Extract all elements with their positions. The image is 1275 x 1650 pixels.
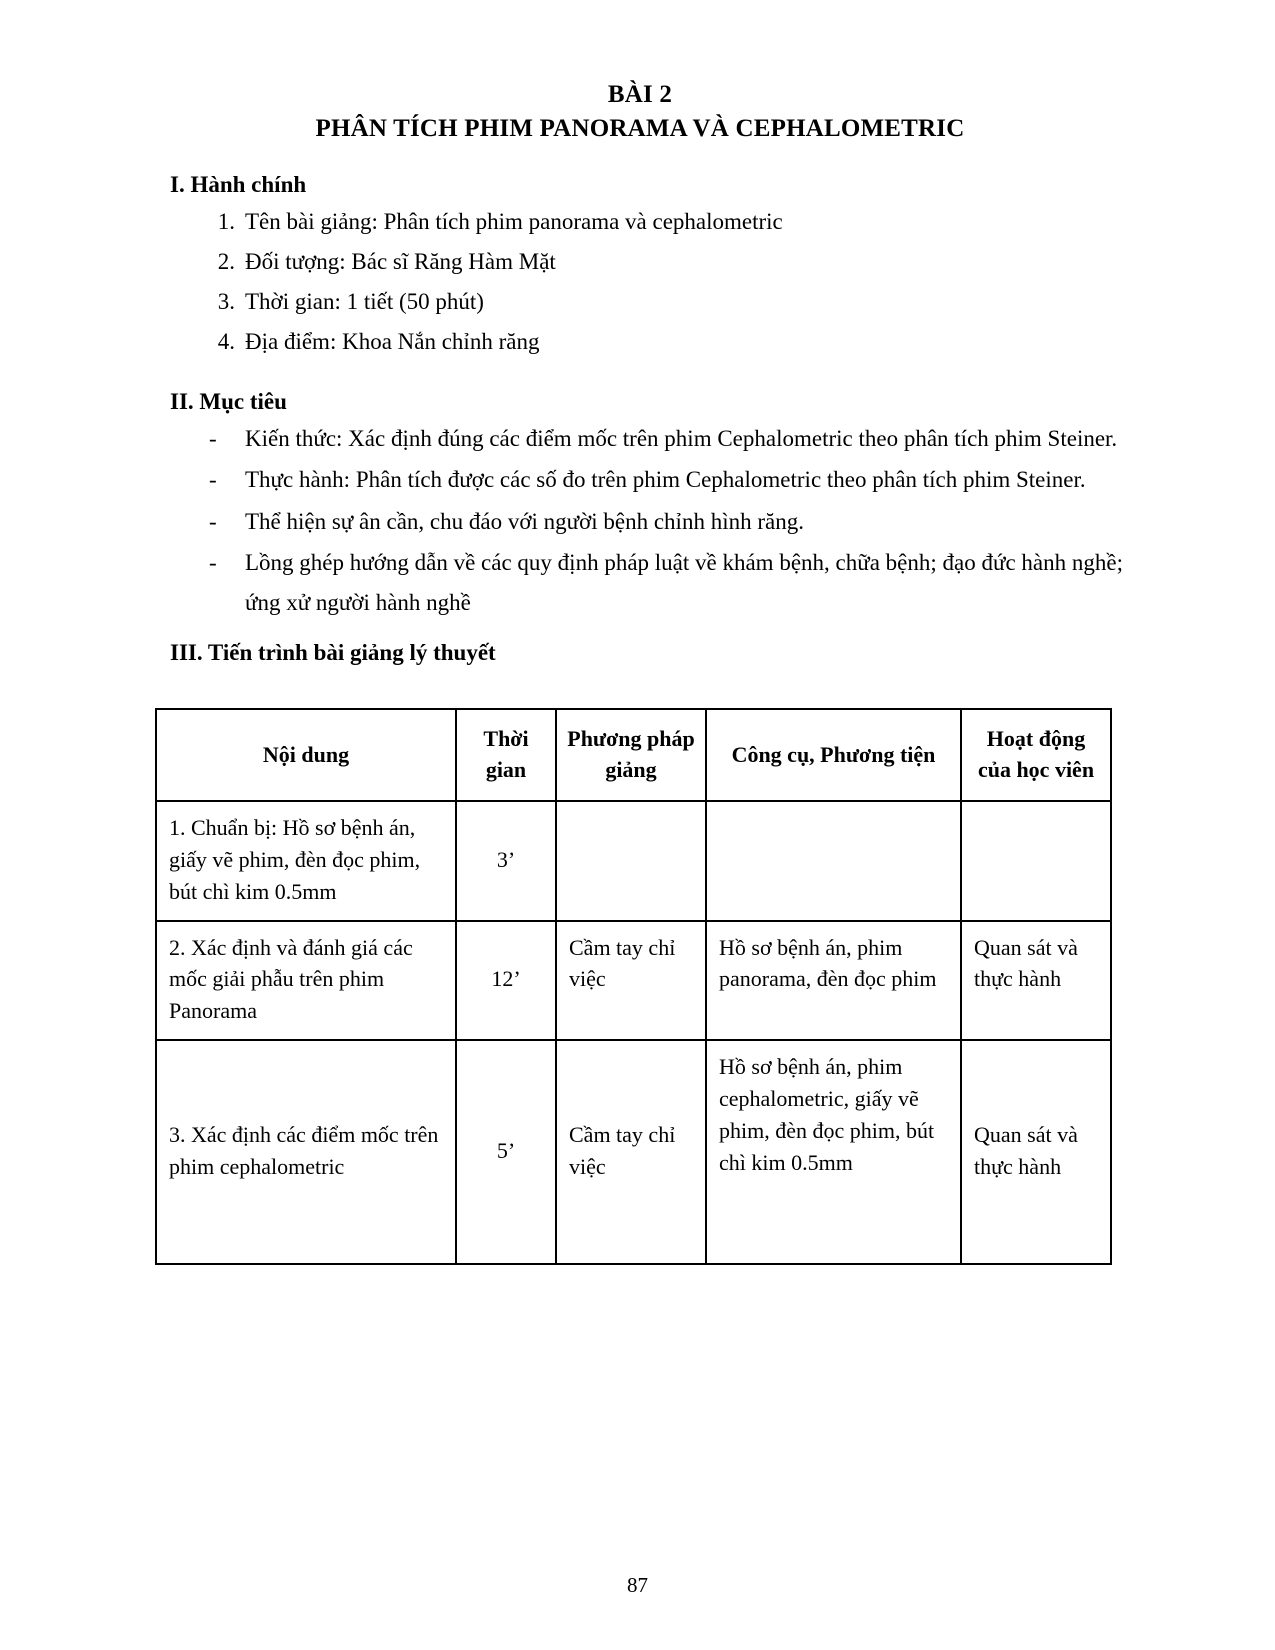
list-marker: 2. (217, 248, 235, 274)
cell-content: 1. Chuẩn bị: Hồ sơ bệnh án, giấy vẽ phim, đèn đọc phim, bút chì kim 0.5mm (156, 801, 456, 921)
list-marker: 1. (217, 208, 235, 234)
list-item-text: Thời gian: 1 tiết (50 phút) (245, 289, 484, 314)
table-row (156, 921, 1111, 1041)
list-item (201, 322, 1125, 362)
list-item (203, 502, 1125, 542)
list-marker: 3. (217, 289, 235, 314)
cell-content: 3. Xác định các điểm mốc trên phim cephalometric (156, 1040, 456, 1264)
table-header-row (156, 709, 1111, 801)
column-header-time: Thời gian (456, 709, 556, 801)
list-marker: - (209, 467, 217, 493)
list-item (203, 543, 1125, 622)
cell-tools (706, 801, 961, 921)
column-header-activity: Hoạt động của học viên (961, 709, 1111, 801)
list-marker: - (209, 425, 217, 451)
table-row (156, 1040, 1111, 1264)
cell-time: 12’ (456, 921, 556, 1041)
column-header-tools: Công cụ, Phương tiện (706, 709, 961, 801)
list-item-text: Kiến thức: Xác định đúng các điểm mốc trên phim Cephalometric theo phân tích phim Steiner. (245, 425, 1118, 451)
list-item-text: Thực hành: Phân tích được các số đo trên phim Cephalometric theo phân tích phim Steiner. (245, 467, 1086, 493)
section-heading-process: III. Tiến trình bài giảng lý thuyết (170, 640, 496, 666)
list-item-text: Địa điểm: Khoa Nắn chỉnh răng (245, 329, 540, 355)
list-marker: - (209, 550, 217, 576)
cell-tools: Hồ sơ bệnh án, phim panorama, đèn đọc phim (706, 921, 961, 1041)
list-item (203, 460, 1125, 500)
page-number: 87 (627, 1573, 648, 1597)
list-item-text: Lồng ghép hướng dẫn về các quy định pháp luật về khám bệnh, chữa bệnh; đạo đức hành nghề; ứng xử người hành nghề (245, 550, 1123, 615)
cell-time: 5’ (456, 1040, 556, 1264)
cell-tools: Hồ sơ bệnh án, phim cephalometric, giấy vẽ phim, đèn đọc phim, bút chì kim 0.5mm (706, 1040, 961, 1264)
list-item (203, 419, 1125, 459)
cell-method (556, 801, 706, 921)
title-line-1: BÀI 2 (607, 81, 673, 108)
column-header-content: Nội dung (156, 709, 456, 801)
cell-method: Cầm tay chỉ việc (556, 1040, 706, 1264)
objectives-list (155, 419, 1125, 623)
section-heading-objectives: II. Mục tiêu (170, 388, 287, 414)
table-row (156, 801, 1111, 921)
admin-list (155, 202, 1125, 363)
cell-content: 2. Xác định và đánh giá các mốc giải phẫu trên phim Panorama (156, 921, 456, 1041)
list-marker: - (209, 508, 217, 534)
list-item (201, 202, 1125, 242)
list-item (201, 242, 1125, 282)
list-item (201, 282, 1125, 322)
lesson-plan-table (155, 708, 1112, 1265)
list-item-text: Đối tượng: Bác sĩ Răng Hàm Mặt (245, 248, 556, 274)
cell-activity: Quan sát và thực hành (961, 921, 1111, 1041)
list-item-text: Thể hiện sự ân cần, chu đáo với người bệnh chỉnh hình răng. (245, 508, 804, 534)
cell-activity (961, 801, 1111, 921)
list-item-text: Tên bài giảng: Phân tích phim panorama và cephalometric (245, 208, 783, 234)
cell-method: Cầm tay chỉ việc (556, 921, 706, 1041)
title-line-2: PHÂN TÍCH PHIM PANORAMA VÀ CEPHALOMETRIC (315, 114, 965, 142)
page-title (155, 78, 1125, 146)
cell-time: 3’ (456, 801, 556, 921)
section-heading-admin: I. Hành chính (170, 171, 307, 197)
list-marker: 4. (217, 329, 235, 355)
column-header-method: Phương pháp giảng (556, 709, 706, 801)
cell-activity: Quan sát và thực hành (961, 1040, 1111, 1264)
